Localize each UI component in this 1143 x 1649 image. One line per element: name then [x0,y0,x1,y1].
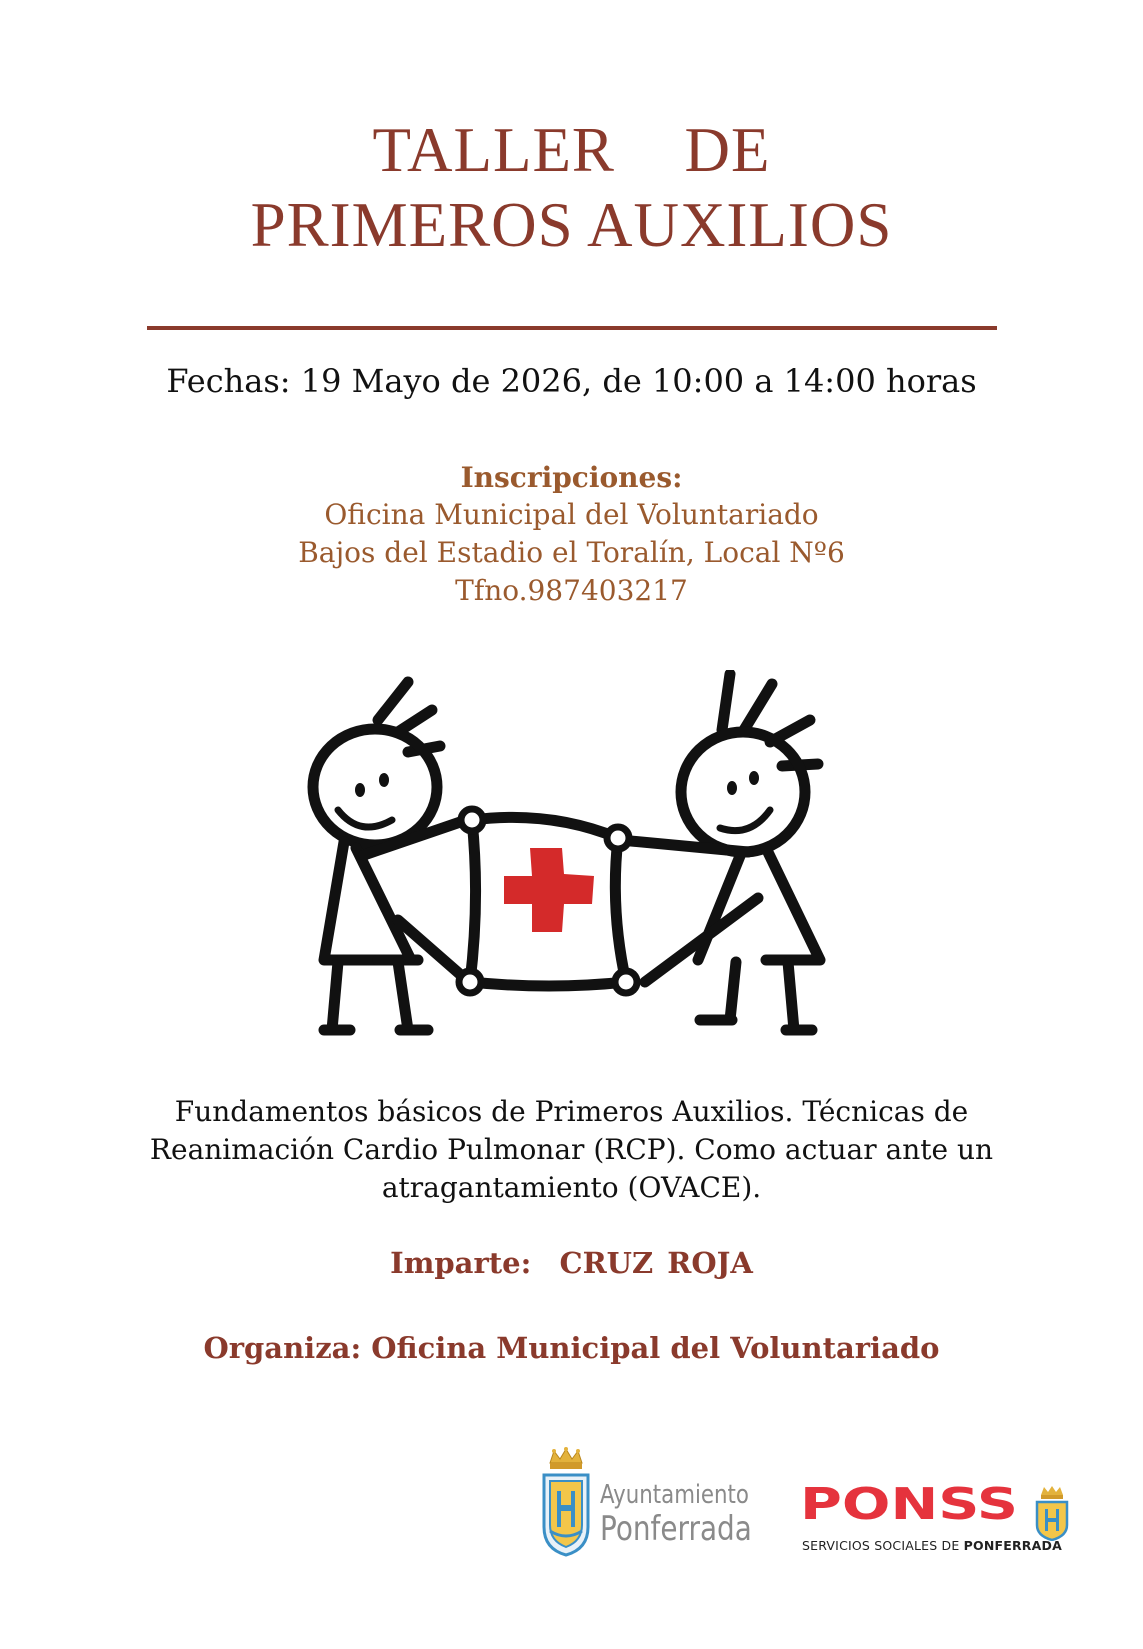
title-line-2: PRIMEROS AUXILIOS [250,190,893,260]
crown-icon [550,1447,582,1469]
poness-subtitle-a: SERVICIOS SOCIALES DE [802,1538,964,1553]
imparte-text: Imparte: CRUZ ROJA [390,1246,753,1280]
dates-text: Fechas: 19 Mayo de 2026, de 10:00 a 14:00 horas [166,362,977,400]
title-divider [147,326,997,330]
inscripciones-address: Bajos del Estadio el Toralín, Local Nº6 [298,536,845,569]
title-line-1: TALLER DE [372,115,771,185]
workshop-description: Fundamentos básicos de Primeros Auxilios. Técnicas de Reanimación Cardio Pulmonar (RCP). Como actuar ante un atragantamiento (OVACE). [149,1095,994,1204]
stick-figures-red-cross-illustration [300,670,860,1040]
organiza-text: Organiza: Oficina Municipal del Voluntariado [203,1331,940,1365]
ayuntamiento-shield-crest-icon [540,1445,592,1560]
inscripciones-heading: Inscripciones: [460,461,683,494]
ayuntamiento-line-2: Ponferrada [600,1509,752,1549]
ayuntamiento-wordmark [600,1478,752,1549]
inscripciones-office: Oficina Municipal del Voluntariado [324,498,819,531]
poness-subtitle-b: PONFERRADA [963,1538,1062,1553]
inscripciones-phone: Tfno.987403217 [455,574,688,607]
poness-logo [800,1483,1020,1525]
poness-shield-crest-icon [1033,1485,1071,1541]
poness-subtitle [802,1538,1062,1553]
ayuntamiento-line-1: Ayuntamiento [600,1480,749,1510]
poness-wordmark: PONSS [800,1483,1018,1525]
